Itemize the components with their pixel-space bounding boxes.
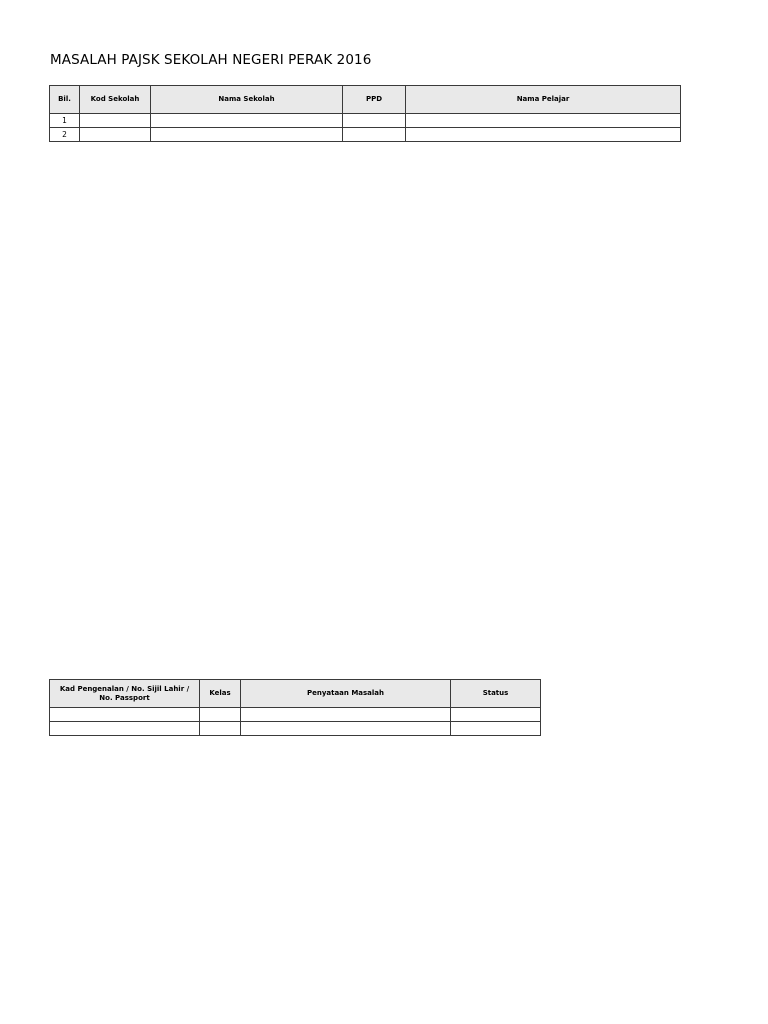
cell-kod-sekolah xyxy=(80,114,151,128)
cell-nama-pelajar xyxy=(406,128,681,142)
header-bil: Bil. xyxy=(50,86,80,114)
cell-kad-pengenalan xyxy=(50,722,200,736)
header-nama-pelajar: Nama Pelajar xyxy=(406,86,681,114)
header-kod-sekolah: Kod Sekolah xyxy=(80,86,151,114)
header-penyataan-masalah: Penyataan Masalah xyxy=(241,680,451,708)
cell-nama-sekolah xyxy=(151,128,343,142)
cell-ppd xyxy=(343,114,406,128)
header-ppd: PPD xyxy=(343,86,406,114)
header-status: Status xyxy=(451,680,541,708)
cell-kelas xyxy=(200,708,241,722)
cell-kad-pengenalan xyxy=(50,708,200,722)
table-row xyxy=(50,722,541,736)
cell-kod-sekolah xyxy=(80,128,151,142)
table-row xyxy=(50,708,541,722)
header-nama-sekolah: Nama Sekolah xyxy=(151,86,343,114)
cell-status xyxy=(451,708,541,722)
table-row xyxy=(50,114,681,128)
document-title: MASALAH PAJSK SEKOLAH NEGERI PERAK 2016 xyxy=(50,52,372,68)
cell-penyataan-masalah xyxy=(241,722,451,736)
header-kad-pengenalan: Kad Pengenalan / No. Sijil Lahir / No. Passport xyxy=(50,680,200,708)
header-kelas: Kelas xyxy=(200,680,241,708)
cell-nama-sekolah xyxy=(151,114,343,128)
cell-ppd xyxy=(343,128,406,142)
cell-kelas xyxy=(200,722,241,736)
table-header-row xyxy=(50,86,681,114)
student-problem-table-part2 xyxy=(49,679,541,736)
cell-nama-pelajar xyxy=(406,114,681,128)
table-header-row xyxy=(50,680,541,708)
student-problem-table-part1 xyxy=(49,85,681,142)
cell-penyataan-masalah xyxy=(241,708,451,722)
cell-bil: 1 xyxy=(50,114,80,128)
cell-bil: 2 xyxy=(50,128,80,142)
cell-status xyxy=(451,722,541,736)
table-row xyxy=(50,128,681,142)
